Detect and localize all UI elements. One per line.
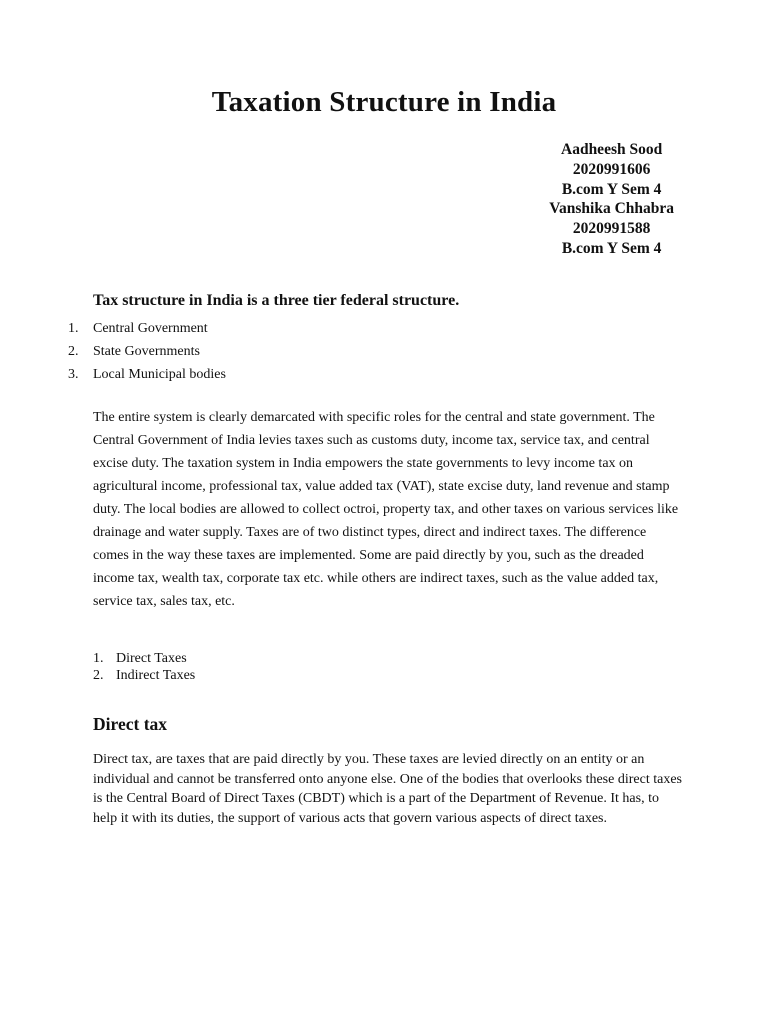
tier-list [0,317,226,386]
author-name: Aadheesh Sood [561,141,663,158]
direct-tax-paragraph: Direct tax, are taxes that are paid directly by you. These taxes are levied directly on an entity or an individual and cannot be transferred onto anyone else. One of the bodies that overlooks these direct taxes is the Central Board of Direct Taxes (CBDT) which is a part of the Department of Revenue. It has, to help it with its duties, the support of various acts that govern various aspects of direct taxes. [93,752,682,826]
list-item-label: Indirect Taxes [116,667,196,683]
list-item [0,651,195,668]
list-item [0,317,226,340]
list-item [0,363,226,386]
author-name: Vanshika Chhabra [549,200,674,218]
list-number: 1. [93,651,104,666]
list-item-label: State Governments [93,344,200,359]
tax-type-list [0,651,195,684]
list-item-label: Central Government [93,321,208,336]
list-number: 2. [68,344,79,359]
list-number: 2. [93,667,104,683]
intro-heading: Tax structure in India is a three tier federal structure. [93,292,460,309]
document-title: Taxation Structure in India [211,86,557,118]
author-block [549,140,674,259]
author-course: B.com Y Sem 4 [561,180,662,198]
author-roll-number: 2020991606 [572,160,651,178]
list-item [0,668,195,685]
author-roll-number: 2020991588 [572,220,651,238]
intro-paragraph: The entire system is clearly demarcated with specific roles for the central and state government. The Central Government of India levies taxes such as customs duty, income tax, service tax, and central excise duty. The taxation system in India empowers the state governments to levy income tax on agricultural income, professional tax, value added tax (VAT), state excise duty, land revenue and stamp duty. The local bodies are allowed to collect octroi, property tax, and other taxes on various services like drainage and water supply. Taxes are of two distinct types, direct and indirect taxes. The difference comes in the way these taxes are implemented. Some are paid directly by you, such as the dreaded income tax, wealth tax, corporate tax etc. while others are indirect taxes, such as the value added tax, service tax, sales tax, etc. [93,410,679,609]
list-item-label: Local Municipal bodies [93,367,226,382]
section-heading-direct-tax: Direct tax [93,714,168,734]
list-item [0,340,226,363]
list-number: 3. [68,367,79,382]
list-number: 1. [68,321,79,336]
list-item-label: Direct Taxes [116,651,187,666]
author-course: B.com Y Sem 4 [561,239,662,257]
